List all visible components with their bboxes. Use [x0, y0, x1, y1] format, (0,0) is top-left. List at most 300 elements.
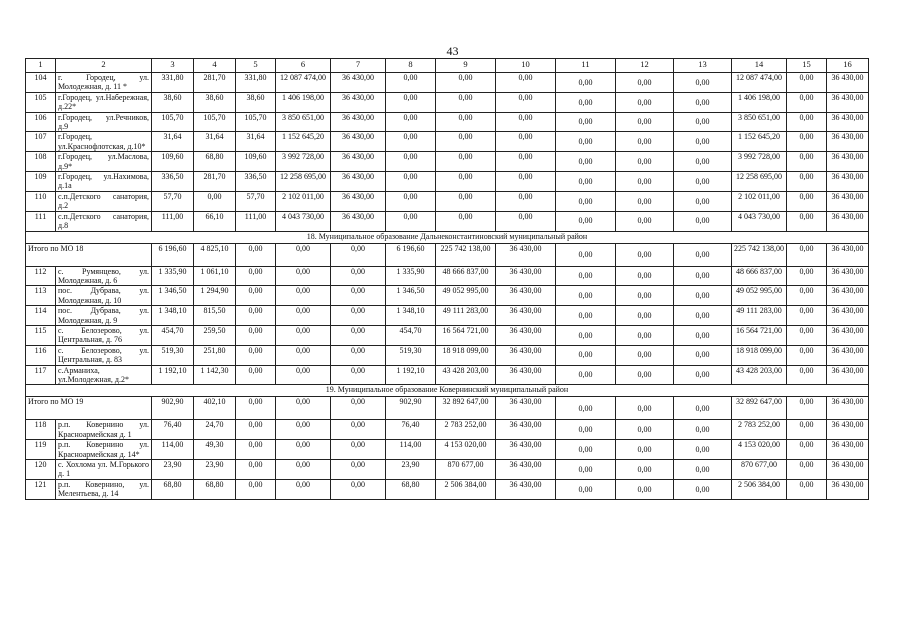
- table-cell: 0,00: [496, 73, 556, 93]
- table-cell: 0,00: [556, 420, 616, 440]
- table-cell: 0,00: [556, 397, 616, 420]
- column-number: 8: [386, 59, 436, 73]
- table-cell: 281,70: [194, 172, 236, 192]
- table-cell: 105,70: [152, 112, 194, 132]
- table-cell: 36 430,00: [496, 325, 556, 345]
- column-number: 16: [827, 59, 869, 73]
- table-row: [26, 286, 869, 306]
- table-cell: 16 564 721,00: [732, 325, 787, 345]
- table-cell: 0,00: [556, 479, 616, 499]
- table-cell: 0,00: [616, 73, 674, 93]
- table-cell: 0,00: [556, 286, 616, 306]
- table-cell: 0,00: [674, 365, 732, 385]
- row-number: 120: [26, 460, 56, 480]
- address-cell: г.Городец, ул.Речников, д.9: [56, 112, 152, 132]
- table-cell: 105,70: [236, 112, 276, 132]
- table-cell: 0,00: [787, 92, 827, 112]
- table-cell: 0,00: [674, 440, 732, 460]
- table-cell: 0,00: [674, 112, 732, 132]
- table-cell: 0,00: [276, 286, 331, 306]
- column-number: 9: [436, 59, 496, 73]
- table-cell: 0,00: [787, 325, 827, 345]
- table-cell: 0,00: [616, 92, 674, 112]
- table-cell: 0,00: [556, 243, 616, 266]
- table-cell: 0,00: [331, 460, 386, 480]
- row-number: 108: [26, 152, 56, 172]
- table-cell: 0,00: [331, 345, 386, 365]
- table-cell: 225 742 138,00: [732, 243, 787, 266]
- table-cell: 36 430,00: [331, 92, 386, 112]
- table-cell: 36 430,00: [496, 460, 556, 480]
- table-cell: 0,00: [386, 211, 436, 231]
- table-cell: 0,00: [674, 325, 732, 345]
- table-cell: 0,00: [556, 306, 616, 326]
- table-cell: 68,80: [386, 479, 436, 499]
- table-cell: 36 430,00: [827, 73, 869, 93]
- table-cell: 36 430,00: [496, 243, 556, 266]
- table-cell: 0,00: [616, 266, 674, 286]
- table-cell: 36 430,00: [496, 479, 556, 499]
- table-row: [26, 325, 869, 345]
- table-cell: 1 406 198,00: [276, 92, 331, 112]
- table-cell: 36 430,00: [496, 420, 556, 440]
- data-table: [25, 58, 869, 500]
- table-cell: 454,70: [386, 325, 436, 345]
- table-cell: 0,00: [556, 92, 616, 112]
- table-cell: 49 111 283,00: [732, 306, 787, 326]
- table-cell: 36 430,00: [827, 306, 869, 326]
- table-cell: 0,00: [496, 92, 556, 112]
- table-cell: 0,00: [616, 132, 674, 152]
- table-cell: 32 892 647,00: [732, 397, 787, 420]
- table-row: [26, 365, 869, 385]
- table-cell: 18 918 099,00: [436, 345, 496, 365]
- table-cell: 0,00: [276, 345, 331, 365]
- table-cell: 48 666 837,00: [732, 266, 787, 286]
- table-cell: 0,00: [674, 286, 732, 306]
- table-cell: 49 111 283,00: [436, 306, 496, 326]
- table-row: [26, 152, 869, 172]
- table-cell: 36 430,00: [827, 286, 869, 306]
- table-cell: 23,90: [194, 460, 236, 480]
- table-cell: 0,00: [436, 112, 496, 132]
- table-cell: 36 430,00: [496, 397, 556, 420]
- table-row: [26, 92, 869, 112]
- row-number: 106: [26, 112, 56, 132]
- table-cell: 36 430,00: [827, 152, 869, 172]
- table-cell: 0,00: [331, 440, 386, 460]
- table-cell: 0,00: [674, 420, 732, 440]
- table-cell: 0,00: [616, 397, 674, 420]
- address-cell: г.Городец, ул.Нахимова, д.1а: [56, 172, 152, 192]
- table-cell: 0,00: [556, 460, 616, 480]
- table-cell: 2 506 384,00: [436, 479, 496, 499]
- table-cell: 0,00: [386, 92, 436, 112]
- column-number: 5: [236, 59, 276, 73]
- address-cell: с.п.Детского санатория, д.2: [56, 191, 152, 211]
- table-cell: 36 430,00: [827, 345, 869, 365]
- table-cell: 0,00: [616, 286, 674, 306]
- table-row: [26, 440, 869, 460]
- row-number: 109: [26, 172, 56, 192]
- table-cell: 0,00: [556, 112, 616, 132]
- table-cell: 0,00: [787, 440, 827, 460]
- table-cell: 0,00: [556, 345, 616, 365]
- table-cell: 0,00: [436, 132, 496, 152]
- table-cell: 1 348,10: [152, 306, 194, 326]
- table-cell: 1 152 645,20: [276, 132, 331, 152]
- table-cell: 68,80: [194, 152, 236, 172]
- table-cell: 31,64: [152, 132, 194, 152]
- table-cell: 0,00: [236, 420, 276, 440]
- table-cell: 0,00: [386, 73, 436, 93]
- table-cell: 0,00: [787, 132, 827, 152]
- table-cell: 519,30: [386, 345, 436, 365]
- table-cell: 68,80: [194, 479, 236, 499]
- table-cell: 0,00: [331, 420, 386, 440]
- table-cell: 36 430,00: [827, 365, 869, 385]
- table-cell: 0,00: [616, 211, 674, 231]
- table-cell: 0,00: [674, 211, 732, 231]
- table-cell: 36 430,00: [496, 440, 556, 460]
- table-cell: 2 783 252,00: [732, 420, 787, 440]
- table-cell: 0,00: [331, 479, 386, 499]
- row-number: 111: [26, 211, 56, 231]
- column-number: 1: [26, 59, 56, 73]
- table-cell: 36 430,00: [331, 211, 386, 231]
- table-cell: 36 430,00: [827, 243, 869, 266]
- table-cell: 111,00: [236, 211, 276, 231]
- table-cell: 0,00: [674, 191, 732, 211]
- table-cell: 0,00: [436, 152, 496, 172]
- table-cell: 0,00: [556, 266, 616, 286]
- table-cell: 32 892 647,00: [436, 397, 496, 420]
- table-cell: 1 406 198,00: [732, 92, 787, 112]
- table-cell: 3 850 651,00: [732, 112, 787, 132]
- table-cell: 36 430,00: [827, 440, 869, 460]
- table-cell: 0,00: [236, 325, 276, 345]
- row-number: 118: [26, 420, 56, 440]
- table-cell: 36 430,00: [827, 325, 869, 345]
- table-cell: 36 430,00: [827, 420, 869, 440]
- table-cell: 0,00: [787, 211, 827, 231]
- table-cell: 49,30: [194, 440, 236, 460]
- row-number: 104: [26, 73, 56, 93]
- column-number: 13: [674, 59, 732, 73]
- table-cell: 870 677,00: [732, 460, 787, 480]
- table-cell: 0,00: [386, 112, 436, 132]
- table-cell: 36 430,00: [496, 345, 556, 365]
- row-number: 121: [26, 479, 56, 499]
- table-cell: 1 335,90: [386, 266, 436, 286]
- table-cell: 0,00: [386, 152, 436, 172]
- table-cell: 3 850 651,00: [276, 112, 331, 132]
- table-cell: 0,00: [787, 397, 827, 420]
- address-cell: с.п.Детского санатория, д.8: [56, 211, 152, 231]
- column-number: 12: [616, 59, 674, 73]
- table-cell: 0,00: [496, 152, 556, 172]
- table-cell: 57,70: [152, 191, 194, 211]
- table-row: [26, 266, 869, 286]
- table-cell: 48 666 837,00: [436, 266, 496, 286]
- table-cell: 0,00: [616, 172, 674, 192]
- table-cell: 0,00: [496, 132, 556, 152]
- table-cell: 281,70: [194, 73, 236, 93]
- table-cell: 0,00: [386, 172, 436, 192]
- table-cell: 57,70: [236, 191, 276, 211]
- table-cell: 259,50: [194, 325, 236, 345]
- row-number: 114: [26, 306, 56, 326]
- table-cell: 0,00: [556, 211, 616, 231]
- table-cell: 0,00: [787, 172, 827, 192]
- table-cell: 1 192,10: [386, 365, 436, 385]
- table-cell: 0,00: [616, 152, 674, 172]
- table-cell: 38,60: [236, 92, 276, 112]
- table-cell: 0,00: [556, 73, 616, 93]
- table-cell: 0,00: [276, 479, 331, 499]
- table-cell: 0,00: [276, 397, 331, 420]
- column-number: 10: [496, 59, 556, 73]
- table-row: [26, 460, 869, 480]
- table-cell: 0,00: [331, 325, 386, 345]
- table-cell: 111,00: [152, 211, 194, 231]
- table-cell: 31,64: [194, 132, 236, 152]
- table-cell: 0,00: [331, 266, 386, 286]
- table-row: [26, 211, 869, 231]
- table-cell: 0,00: [436, 211, 496, 231]
- table-cell: 12 087 474,00: [732, 73, 787, 93]
- table-cell: 36 430,00: [827, 112, 869, 132]
- table-cell: 0,00: [236, 365, 276, 385]
- table-cell: 0,00: [496, 211, 556, 231]
- table-cell: 38,60: [152, 92, 194, 112]
- table-row: [26, 191, 869, 211]
- table-cell: 2 506 384,00: [732, 479, 787, 499]
- address-cell: с.Арманиха, ул.Молодежная, д.2*: [56, 365, 152, 385]
- table-cell: 0,00: [496, 172, 556, 192]
- table-cell: 4 153 020,00: [732, 440, 787, 460]
- table-cell: 0,00: [616, 479, 674, 499]
- table-cell: 114,00: [152, 440, 194, 460]
- table-cell: 0,00: [616, 306, 674, 326]
- table-cell: 0,00: [674, 397, 732, 420]
- address-cell: с. Румянцево, ул. Молодежная, д. 6: [56, 266, 152, 286]
- total-row: [26, 397, 869, 420]
- table-cell: 1 294,90: [194, 286, 236, 306]
- address-cell: г.Городец, ул.Краснофлотская, д.10*: [56, 132, 152, 152]
- table-cell: 36 430,00: [496, 266, 556, 286]
- table-cell: 0,00: [386, 132, 436, 152]
- table-cell: 0,00: [236, 460, 276, 480]
- table-cell: 0,00: [674, 306, 732, 326]
- table-cell: 12 258 695,00: [732, 172, 787, 192]
- section-row: [26, 231, 869, 243]
- table-cell: 0,00: [556, 440, 616, 460]
- table-cell: 36 430,00: [827, 172, 869, 192]
- section-title: 18. Муниципальное образование Дальнеконстантиновский муниципальный район: [26, 231, 869, 243]
- section-title: 19. Муниципальное образование Ковернинский муниципальный район: [26, 385, 869, 397]
- table-cell: 0,00: [674, 73, 732, 93]
- table-cell: 0,00: [276, 420, 331, 440]
- table-cell: 0,00: [276, 243, 331, 266]
- table-cell: 0,00: [436, 191, 496, 211]
- table-cell: 454,70: [152, 325, 194, 345]
- table-cell: 3 992 728,00: [276, 152, 331, 172]
- table-cell: 0,00: [674, 172, 732, 192]
- table-cell: 1 346,50: [152, 286, 194, 306]
- table-cell: 0,00: [331, 397, 386, 420]
- column-number: 2: [56, 59, 152, 73]
- table-cell: 36 430,00: [827, 397, 869, 420]
- page-number: 43: [446, 44, 459, 58]
- table-cell: 1 152 645,20: [732, 132, 787, 152]
- total-label: Итого по МО 19: [26, 397, 152, 420]
- table-cell: 0,00: [787, 479, 827, 499]
- table-cell: 43 428 203,00: [732, 365, 787, 385]
- table-cell: 0,00: [556, 152, 616, 172]
- table-cell: 4 153 020,00: [436, 440, 496, 460]
- table-cell: 12 258 695,00: [276, 172, 331, 192]
- table-cell: 0,00: [276, 365, 331, 385]
- table-cell: 0,00: [496, 191, 556, 211]
- address-cell: пос. Дубрава, ул. Молодежная, д. 10: [56, 286, 152, 306]
- table-cell: 0,00: [787, 112, 827, 132]
- table-cell: 0,00: [787, 460, 827, 480]
- table-cell: 0,00: [616, 440, 674, 460]
- table-cell: 2 102 011,00: [276, 191, 331, 211]
- row-number: 113: [26, 286, 56, 306]
- table-cell: 0,00: [674, 345, 732, 365]
- table-cell: 0,00: [556, 132, 616, 152]
- table-cell: 0,00: [616, 345, 674, 365]
- table-cell: 0,00: [236, 306, 276, 326]
- table-cell: 0,00: [616, 243, 674, 266]
- table-cell: 0,00: [787, 286, 827, 306]
- table-cell: 0,00: [556, 172, 616, 192]
- address-cell: пос. Дубрава, ул. Молодежная, д. 9: [56, 306, 152, 326]
- column-number: 7: [331, 59, 386, 73]
- table-cell: 0,00: [236, 266, 276, 286]
- table-row: [26, 345, 869, 365]
- address-cell: г.Городец, ул.Набережная, д.22*: [56, 92, 152, 112]
- section-row: [26, 385, 869, 397]
- table-cell: 0,00: [276, 266, 331, 286]
- table-cell: 36 430,00: [331, 73, 386, 93]
- table-cell: 16 564 721,00: [436, 325, 496, 345]
- table-cell: 0,00: [787, 73, 827, 93]
- table-cell: 43 428 203,00: [436, 365, 496, 385]
- table-cell: 0,00: [787, 345, 827, 365]
- table-cell: 0,00: [674, 243, 732, 266]
- table-cell: 1 192,10: [152, 365, 194, 385]
- table-cell: 0,00: [674, 460, 732, 480]
- table-cell: 0,00: [616, 365, 674, 385]
- table-cell: 4 043 730,00: [276, 211, 331, 231]
- table-cell: 0,00: [674, 132, 732, 152]
- table-cell: 0,00: [436, 92, 496, 112]
- table-cell: 23,90: [386, 460, 436, 480]
- table-cell: 519,30: [152, 345, 194, 365]
- table-cell: 24,70: [194, 420, 236, 440]
- table-cell: 4 043 730,00: [732, 211, 787, 231]
- table-row: [26, 172, 869, 192]
- column-number: 15: [787, 59, 827, 73]
- table-cell: 109,60: [152, 152, 194, 172]
- table-cell: 68,80: [152, 479, 194, 499]
- table-cell: 0,00: [616, 460, 674, 480]
- table-cell: 36 430,00: [827, 92, 869, 112]
- column-number: 3: [152, 59, 194, 73]
- table-cell: 0,00: [236, 243, 276, 266]
- row-number: 110: [26, 191, 56, 211]
- table-cell: 36 430,00: [827, 132, 869, 152]
- column-number: 11: [556, 59, 616, 73]
- table-cell: 114,00: [386, 440, 436, 460]
- table-cell: 105,70: [194, 112, 236, 132]
- table-cell: 36 430,00: [496, 286, 556, 306]
- table-cell: 0,00: [787, 420, 827, 440]
- table-cell: 0,00: [236, 345, 276, 365]
- table-row: [26, 73, 869, 93]
- table-row: [26, 112, 869, 132]
- table-row: [26, 420, 869, 440]
- table-cell: 36 430,00: [331, 132, 386, 152]
- column-number: 4: [194, 59, 236, 73]
- table-row: [26, 479, 869, 499]
- table-cell: 0,00: [436, 73, 496, 93]
- table-cell: 76,40: [152, 420, 194, 440]
- table-cell: 6 196,60: [386, 243, 436, 266]
- table-cell: 0,00: [787, 191, 827, 211]
- table-cell: 251,80: [194, 345, 236, 365]
- table-cell: 0,00: [616, 112, 674, 132]
- table-cell: 6 196,60: [152, 243, 194, 266]
- table-cell: 1 142,30: [194, 365, 236, 385]
- table-cell: 0,00: [674, 266, 732, 286]
- address-cell: г.Городец, ул.Маслова, д.9*: [56, 152, 152, 172]
- table-cell: 36 430,00: [827, 211, 869, 231]
- table-cell: 0,00: [674, 479, 732, 499]
- address-cell: с. Хохлома ул. М.Горького д. 1: [56, 460, 152, 480]
- table-cell: 1 346,50: [386, 286, 436, 306]
- table-cell: 36 430,00: [827, 460, 869, 480]
- table-cell: 1 335,90: [152, 266, 194, 286]
- row-number: 117: [26, 365, 56, 385]
- address-cell: г. Городец, ул. Молодежная, д. 11 *: [56, 73, 152, 93]
- table-cell: 12 087 474,00: [276, 73, 331, 93]
- column-number: 6: [276, 59, 331, 73]
- table-cell: 0,00: [556, 365, 616, 385]
- table-cell: 49 052 995,00: [732, 286, 787, 306]
- table-cell: 0,00: [331, 243, 386, 266]
- table-cell: 0,00: [236, 286, 276, 306]
- table-cell: 0,00: [276, 440, 331, 460]
- address-cell: р.п. Ковернино ул. Красноармейская д. 14*: [56, 440, 152, 460]
- table-cell: 0,00: [331, 306, 386, 326]
- address-cell: с. Белозерово, ул. Центральная, д. 76: [56, 325, 152, 345]
- table-cell: 0,00: [386, 191, 436, 211]
- table-cell: 36 430,00: [331, 172, 386, 192]
- row-number: 105: [26, 92, 56, 112]
- table-cell: 0,00: [194, 191, 236, 211]
- table-cell: 336,50: [152, 172, 194, 192]
- table-cell: 23,90: [152, 460, 194, 480]
- table-cell: 0,00: [787, 243, 827, 266]
- table-cell: 0,00: [331, 365, 386, 385]
- address-cell: с. Белозерово, ул. Центральная, д. 83: [56, 345, 152, 365]
- total-label: Итого по МО 18: [26, 243, 152, 266]
- table-cell: 0,00: [556, 325, 616, 345]
